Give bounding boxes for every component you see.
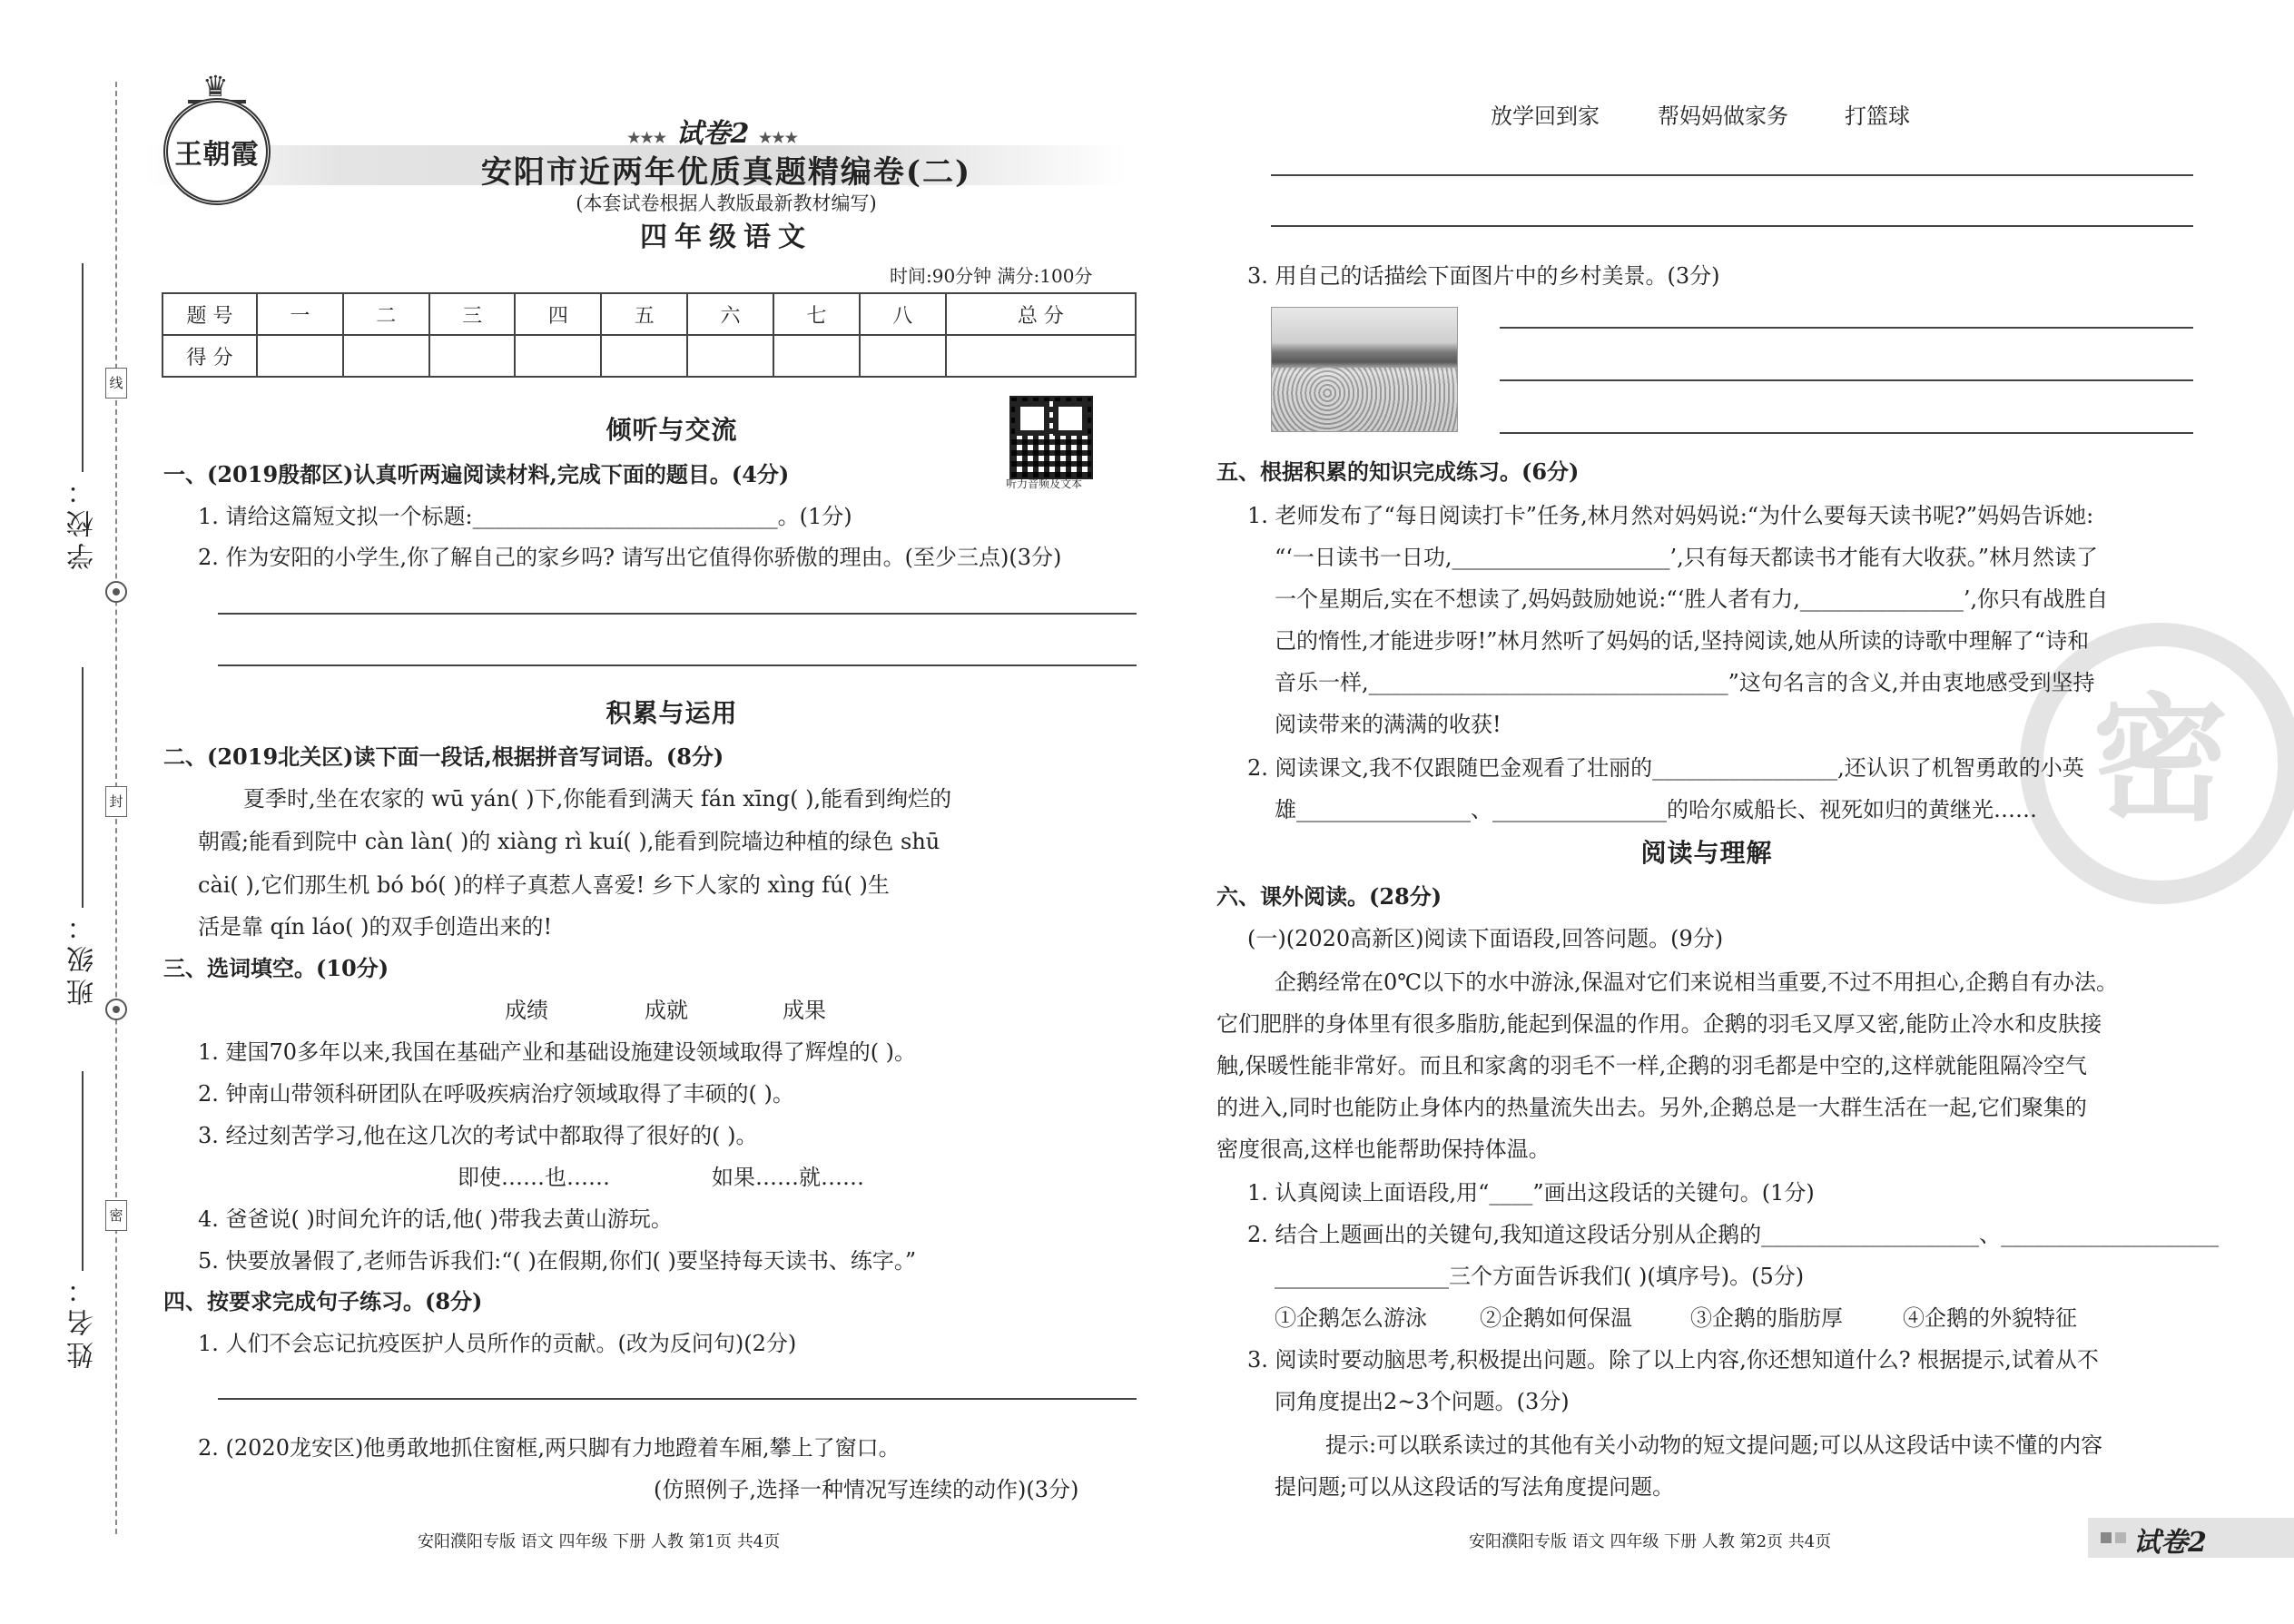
score-table-header-row [162, 293, 1136, 335]
answer-line[interactable] [1500, 432, 2193, 434]
question-4-2-note: (仿照例子,选择一种情况写连续的动作)(3分) [654, 1477, 1079, 1502]
page-subtitle: (本套试卷根据人教版最新教材编写) [576, 192, 877, 214]
qr-caption: 听力音频及文本 [1006, 477, 1083, 490]
question-6-1: 1. 认真阅读上面语段,用“____”画出这段话的关键句。(1分) [1247, 1180, 1815, 1206]
table-cell: 五 [601, 293, 687, 335]
answer-line[interactable] [218, 613, 1137, 615]
question-6-3: 同角度提出2~3个问题。(3分) [1275, 1389, 1570, 1414]
score-cell[interactable] [687, 335, 773, 377]
question-1-head: 一、(2019殷都区)认真听两遍阅读材料,完成下面的题目。(4分) [163, 461, 790, 487]
question-6-sub: (一)(2020高新区)阅读下面语段,回答问题。(9分) [1247, 926, 1724, 951]
question-5-line: 2. 阅读课文,我不仅跟随巴金观看了壮丽的_________________,还认识了机智勇敢的小英 [1247, 755, 2084, 781]
time-info: 时间:90分钟 满分:100分 [890, 265, 1093, 287]
score-cell[interactable] [601, 335, 687, 377]
seal-mark-seal: 封 [105, 786, 127, 817]
word-option: 即使……也…… [458, 1165, 610, 1190]
village-scenery-image [1271, 307, 1458, 432]
word-option: 如果……就…… [712, 1165, 864, 1190]
question-3-1: 1. 建国70多年以来,我国在基础产业和基础设施建设领域取得了辉煌的( )。 [198, 1039, 917, 1065]
table-cell: 总 分 [946, 293, 1136, 335]
paper-tag-text: 试卷2 [675, 118, 750, 150]
table-cell: 七 [773, 293, 860, 335]
hint-text: 提示:可以联系读过的其他有关小动物的短文提问题;可以从这段话中读不懂的内容 [1325, 1432, 2103, 1458]
score-cell[interactable] [257, 335, 343, 377]
passage-line: 企鹅经常在0℃以下的水中游泳,保温对它们来说相当重要,不过不用担心,企鹅自有办法。 [1275, 969, 2119, 995]
page-title: 安阳市近两年优质真题精编卷(二) [480, 154, 972, 191]
question-2-line: 夏季时,坐在农家的 wū yán( )下,你能看到满天 fán xīng( ),能看到绚烂的 [243, 786, 952, 812]
question-3-4: 4. 爸爸说( )时间允许的话,他( )带我去黄山游玩。 [198, 1206, 673, 1232]
section-title-listening: 倾听与交流 [605, 415, 738, 445]
answer-option: ②企鹅如何保温 [1480, 1305, 1632, 1331]
question-4-head: 四、按要求完成句子练习。(8分) [163, 1288, 483, 1314]
word-option: 成果 [783, 998, 826, 1023]
name-field[interactable] [82, 1071, 84, 1271]
section-title-reading: 阅读与理解 [1640, 838, 1773, 868]
table-cell: 四 [515, 293, 601, 335]
page-tag-text: 试卷2 [2133, 1527, 2207, 1559]
question-4-2: 2. (2020龙安区)他勇敢地抓住窗框,两只脚有力地蹬着车厢,攀上了窗口。 [198, 1435, 901, 1461]
answer-line[interactable] [1271, 225, 2193, 227]
question-5-line: 己的惰性,才能进步呀!”林月然听了妈妈的话,坚持阅读,她从所读的诗歌中理解了“诗和 [1275, 628, 2090, 654]
page-footer: 安阳濮阳专版 语文 四年级 下册 人教 第1页 共4页 [418, 1532, 781, 1551]
score-cell[interactable] [773, 335, 860, 377]
question-2-head: 二、(2019北关区)读下面一段话,根据拼音写词语。(8分) [163, 743, 724, 770]
score-cell[interactable] [429, 335, 516, 377]
question-5-line: “‘一日读书一日功,____________________’,只有每天都读书才能有大收获。”林月然读了 [1275, 545, 2099, 570]
score-table-score-row [162, 335, 1136, 377]
star-icon: ★★★ [627, 129, 667, 146]
table-cell: 二 [343, 293, 429, 335]
question-4-1: 1. 人们不会忘记抗疫医护人员所作的贡献。(改为反问句)(2分) [198, 1331, 797, 1356]
question-3-3: 3. 经过刻苦学习,他在这几次的考试中都取得了很好的( )。 [198, 1123, 758, 1148]
answer-line[interactable] [1271, 174, 2193, 176]
question-5-line: 音乐一样,_________________________________”这句名言的含义,并由衷地感受到坚持 [1275, 670, 2095, 695]
question-6-2: ________________三个方面告诉我们( )(填序号)。(5分) [1275, 1264, 1805, 1289]
question-4-3: 3. 用自己的话描绘下面图片中的乡村美景。(3分) [1247, 263, 1720, 289]
table-cell: 八 [860, 293, 946, 335]
page-footer: 安阳濮阳专版 语文 四年级 下册 人教 第2页 共4页 [1469, 1532, 1832, 1551]
question-1-1: 1. 请给这篇短文拟一个标题:____________________________。(1分) [198, 504, 852, 529]
situation-option: 打篮球 [1845, 103, 1910, 129]
name-label: 姓名： [67, 1271, 99, 1369]
class-label: 班级： [67, 908, 99, 1006]
question-5-head: 五、根据积累的知识完成练习。(6分) [1216, 458, 1580, 485]
table-cell: 题 号 [162, 293, 257, 335]
table-cell: 一 [257, 293, 343, 335]
situation-option: 帮妈妈做家务 [1658, 103, 1788, 129]
question-2-line: 活是靠 qín láo( )的双手创造出来的! [198, 914, 553, 940]
class-field[interactable] [82, 667, 84, 908]
brand-logo: 王朝霞 [163, 98, 271, 205]
table-cell: 得 分 [162, 335, 257, 377]
square-icon [2115, 1532, 2126, 1543]
word-option: 成绩 [505, 998, 548, 1023]
score-cell[interactable] [946, 335, 1136, 377]
answer-option: ①企鹅怎么游泳 [1275, 1305, 1427, 1331]
square-icon [2101, 1532, 2112, 1543]
binding-hole-icon [105, 999, 127, 1020]
question-2-line: cài( ),它们那生机 bó bó( )的样子真惹人喜爱! 乡下人家的 xìng fú( )生 [198, 872, 890, 898]
score-cell[interactable] [860, 335, 946, 377]
question-3-5: 5. 快要放暑假了,老师告诉我们:“( )在假期,你们( )要坚持每天读书、练字。” [198, 1248, 917, 1274]
paper-tag [608, 111, 817, 151]
passage-line: 触,保暖性能非常好。而且和家禽的羽毛不一样,企鹅的羽毛都是中空的,这样就能阻隔冷空气 [1216, 1053, 2087, 1078]
seal-mark-secret: 密 [105, 1200, 127, 1231]
hint-text: 提问题;可以从这段话的写法角度提问题。 [1275, 1474, 1675, 1500]
situation-option: 放学回到家 [1491, 103, 1600, 129]
star-icon: ★★★ [758, 129, 798, 146]
binding-strip [0, 0, 154, 1624]
score-cell[interactable] [515, 335, 601, 377]
answer-option: ③企鹅的脂肪厚 [1690, 1305, 1843, 1331]
qr-code-icon[interactable] [1009, 396, 1093, 479]
passage-line: 的进入,同时也能防止身体内的热量流失出去。另外,企鹅总是一大群生活在一起,它们聚集的 [1216, 1095, 2087, 1120]
answer-line[interactable] [218, 664, 1137, 666]
question-6-head: 六、课外阅读。(28分) [1216, 883, 1442, 910]
secret-stamp-watermark: 密 [2020, 623, 2294, 904]
binding-hole-icon [105, 581, 127, 603]
question-5-line: 雄________________、________________的哈尔威船长、视死如归的黄继光…… [1275, 797, 2037, 822]
word-option: 成就 [645, 998, 688, 1023]
question-3-2: 2. 钟南山带领科研团队在呼吸疾病治疗领域取得了丰硕的( )。 [198, 1081, 794, 1107]
score-cell[interactable] [343, 335, 429, 377]
passage-line: 它们肥胖的身体里有很多脂肪,能起到保温的作用。企鹅的羽毛又厚又密,能防止冷水和皮肤接 [1216, 1011, 2102, 1037]
answer-line[interactable] [1500, 379, 2193, 381]
question-5-line: 一个星期后,实在不想读了,妈妈鼓励她说:“‘胜人者有力,_______________’,你只有战胜自 [1275, 586, 2109, 612]
school-label: 学校： [67, 472, 99, 570]
question-6-3: 3. 阅读时要动脑思考,积极提出问题。除了以上内容,你还想知道什么? 根据提示,试着从不 [1247, 1347, 2099, 1373]
passage-line: 密度很高,这样也能帮助保持体温。 [1216, 1137, 1551, 1162]
question-5-line: 1. 老师发布了“每日阅读打卡”任务,林月然对妈妈说:“为什么要每天读书呢?”妈妈告诉她: [1247, 503, 2094, 528]
seal-mark-line: 线 [105, 368, 127, 399]
question-3-head: 三、选词填空。(10分) [163, 955, 389, 981]
answer-option: ④企鹅的外貌特征 [1903, 1305, 2077, 1331]
table-cell: 三 [429, 293, 516, 335]
question-6-2: 2. 结合上题画出的关键句,我知道这段话分别从企鹅的____________________、____________________ [1247, 1222, 2220, 1247]
table-cell: 六 [687, 293, 773, 335]
school-field[interactable] [82, 263, 84, 472]
answer-line[interactable] [1500, 327, 2193, 329]
question-2-line: 朝霞;能看到院中 càn làn( )的 xiàng rì kuí( ),能看到院墙边种植的绿色 shū [198, 829, 940, 854]
section-title-accumulation: 积累与运用 [605, 698, 738, 728]
question-1-2: 2. 作为安阳的小学生,你了解自己的家乡吗? 请写出它值得你骄傲的理由。(至少三点)(3分) [198, 545, 1062, 570]
answer-line[interactable] [218, 1398, 1137, 1400]
score-table [162, 292, 1137, 378]
question-5-line: 阅读带来的满满的收获! [1275, 712, 1501, 737]
page-tag [2088, 1518, 2294, 1558]
grade-subject: 四年级语文 [640, 221, 812, 253]
